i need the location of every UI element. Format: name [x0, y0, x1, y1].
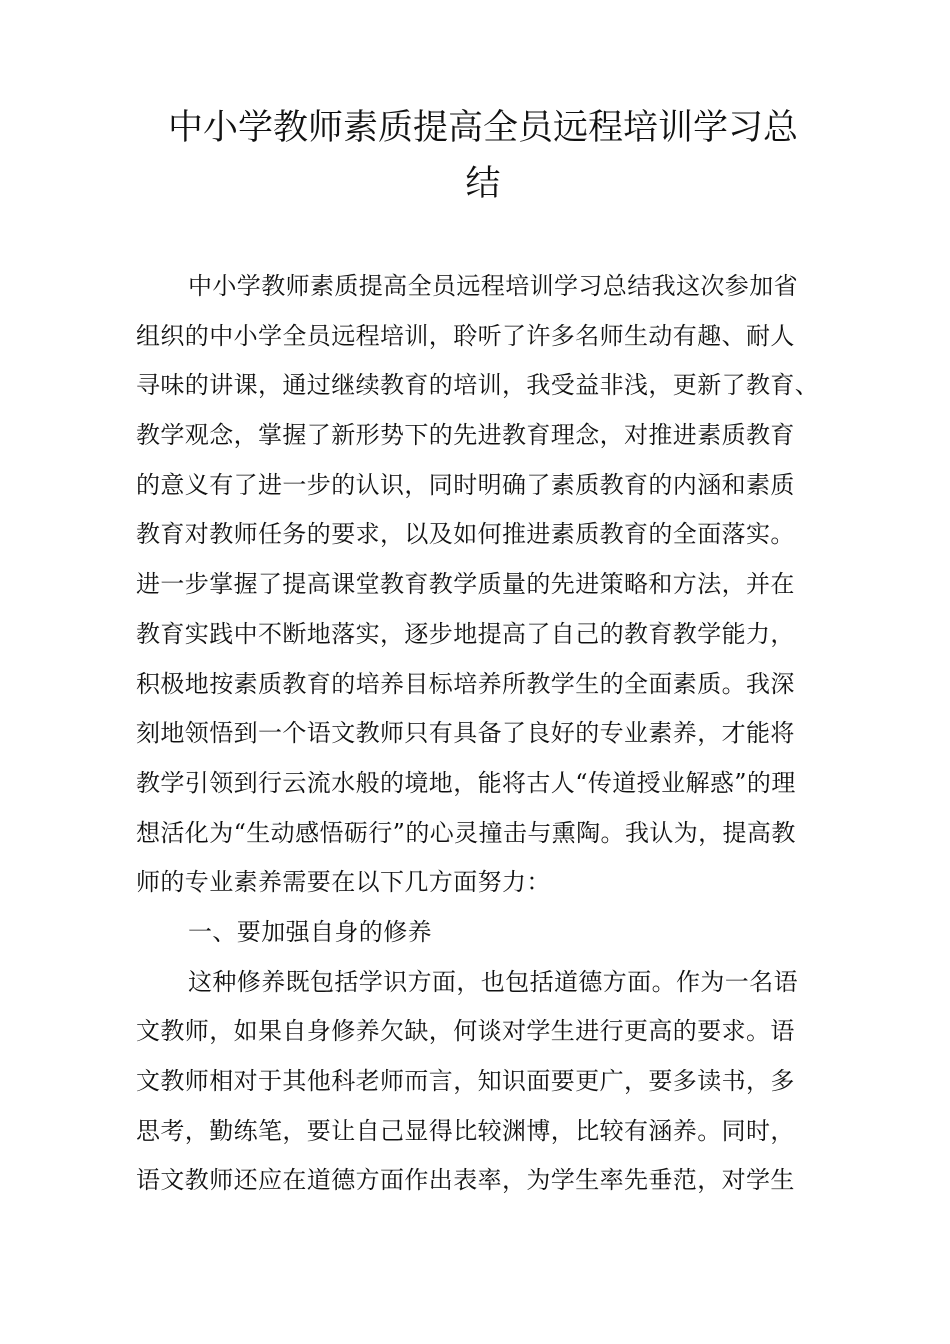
body-line: 寻味的讲课，通过继续教育的培训，我受益非浅，更新了教育、	[136, 371, 820, 400]
title-line-2: 结	[465, 164, 501, 204]
body-line: 这种修养既包括学识方面，也包括道德方面。作为一名语	[188, 967, 798, 996]
body-line: 刻地领悟到一个语文教师只有具备了良好的专业素养，才能将	[136, 719, 795, 748]
body-line: 想活化为“生动感悟砺行”的心灵撞击与熏陶。我认为，提高教	[136, 818, 796, 847]
body-line: 师的专业素养需要在以下几方面努力：	[136, 868, 551, 897]
document-body	[136, 262, 836, 1206]
body-line: 一、要加强自身的修养	[188, 917, 432, 946]
body-line: 中小学教师素质提高全员远程培训学习总结我这次参加省	[188, 272, 798, 300]
body-line: 进一步掌握了提高课堂教育教学质量的先进策略和方法，并在	[136, 570, 795, 599]
body-line: 组织的中小学全员远程培训，聆听了许多名师生动有趣、耐人	[136, 321, 795, 350]
body-line: 积极地按素质教育的培养目标培养所教学生的全面素质。我深	[136, 669, 795, 698]
body-line: 的意义有了进一步的认识，同时明确了素质教育的内涵和素质	[136, 470, 795, 499]
body-line: 教学引领到行云流水般的境地，能将古人“传道授业解惑”的理	[136, 768, 796, 797]
body-line: 教育实践中不断地落实，逐步地提高了自己的教育教学能力，	[136, 619, 795, 648]
body-line: 文教师，如果自身修养欠缺，何谈对学生进行更高的要求。语	[136, 1017, 795, 1046]
body-line: 教学观念，掌握了新形势下的先进教育理念，对推进素质教育	[136, 421, 795, 450]
body-line: 思考，勤练笔，要让自己显得比较渊博，比较有涵养。同时，	[136, 1116, 795, 1145]
body-line: 语文教师还应在道德方面作出表率，为学生率先垂范，对学生	[136, 1166, 795, 1195]
document-title	[150, 100, 816, 212]
body-line: 文教师相对于其他科老师而言，知识面要更广，要多读书，多	[136, 1067, 795, 1095]
body-line: 教育对教师任务的要求，以及如何推进素质教育的全面落实。	[136, 520, 795, 549]
title-line-1: 中小学教师素质提高全员远程培训学习总	[167, 108, 798, 148]
